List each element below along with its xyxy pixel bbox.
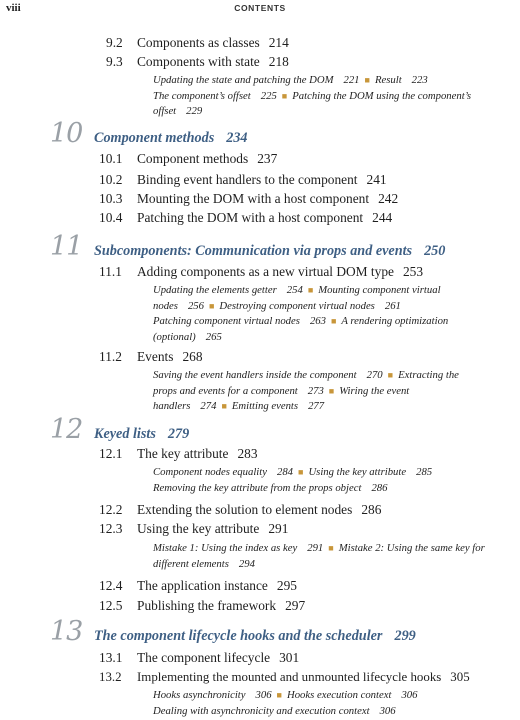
page-ref: 234	[226, 130, 248, 146]
subsection-title: Patching component virtual nodes	[153, 315, 300, 327]
separator-bullet: ■	[307, 285, 314, 295]
page-ref: 261	[384, 299, 401, 312]
toc-entry-13-1[interactable]	[99, 650, 299, 666]
page-ref: 301	[279, 650, 300, 665]
chapter-title: The component lifecycle hooks and the scheduler	[94, 628, 383, 644]
chapter-title: Subcomponents: Communication via props and events	[94, 243, 413, 259]
toc-entry-11-1[interactable]	[99, 264, 423, 280]
page-ref: 268	[182, 349, 203, 364]
page-ref: 274	[200, 400, 217, 412]
page-number: viii	[6, 2, 21, 14]
subsection-entry[interactable]	[153, 90, 277, 102]
chapter-number: 13	[50, 616, 83, 647]
chapter-title: Keyed lists	[94, 426, 156, 442]
page-ref: 279	[167, 426, 190, 442]
separator-bullet: ■	[208, 300, 215, 311]
subsections-11-2	[153, 368, 483, 415]
chapter-number: 10	[50, 118, 83, 149]
toc-entry-11-2[interactable]	[99, 349, 203, 365]
toc-entry-12-2[interactable]	[99, 502, 381, 518]
toc-entry-12-3[interactable]	[99, 521, 288, 537]
section-title: The application instance	[137, 578, 268, 593]
section-title: Adding components as a new virtual DOM type	[137, 264, 394, 279]
section-title: Using the key attribute	[137, 521, 260, 536]
page-ref: 273	[307, 384, 324, 397]
subsection-title: Component nodes equality	[153, 466, 267, 478]
separator-bullet: ■	[298, 467, 304, 477]
section-title: Binding event handlers to the component	[137, 172, 358, 187]
subsection-title: Dealing with asynchronicity and execution context	[153, 704, 370, 717]
subsection-entry[interactable]	[232, 400, 324, 412]
page-ref: 306	[401, 689, 418, 701]
section-number: 10.3	[99, 191, 123, 206]
subsection-title: Hooks asynchronicity	[153, 689, 246, 701]
page-ref: 291	[307, 542, 324, 554]
toc-entry-12-5[interactable]	[99, 598, 305, 614]
subsection-entry[interactable]	[375, 74, 428, 86]
subsection-entry[interactable]	[153, 466, 293, 478]
separator-bullet: ■	[328, 543, 334, 553]
chapter-number: 12	[50, 414, 83, 445]
section-number: 10.1	[99, 151, 123, 166]
subsections-13-2	[153, 688, 493, 719]
page-ref: 297	[285, 598, 306, 613]
subsection-entry[interactable]	[219, 300, 400, 312]
toc-entry-12-4[interactable]	[99, 578, 297, 594]
subsection-entry[interactable]	[153, 74, 360, 86]
page-ref: 295	[276, 578, 297, 593]
section-title: Components with state	[137, 54, 260, 69]
page-ref: 306	[379, 704, 396, 717]
subsections-11-1	[153, 283, 453, 345]
page-ref: 250	[424, 243, 446, 259]
section-title: Patching the DOM with a host component	[137, 210, 364, 225]
section-title: Extending the solution to element nodes	[137, 502, 353, 517]
separator-bullet: ■	[330, 316, 337, 326]
page-ref: 214	[268, 35, 289, 50]
section-number: 12.4	[99, 578, 123, 593]
section-title: Component methods	[137, 151, 249, 166]
subsection-entry[interactable]	[153, 369, 383, 381]
chapter-title: Component methods	[94, 130, 215, 146]
subsections-12-1	[153, 465, 493, 496]
subsection-title: Destroying component virtual nodes	[219, 299, 375, 312]
page-ref: 253	[402, 264, 424, 279]
section-title: Mounting the DOM with a host component	[137, 191, 370, 206]
page-ref: 221	[343, 74, 360, 86]
section-title: The component lifecycle	[137, 650, 271, 665]
section-number: 9.3	[106, 54, 123, 69]
page-ref: 277	[308, 400, 325, 412]
page-ref: 263	[309, 315, 326, 327]
separator-bullet: ■	[364, 75, 370, 85]
page-ref: 241	[366, 172, 387, 187]
subsection-title: The component’s offset	[153, 89, 251, 102]
subsection-title: Mistake 2: Using the same key for different elements	[153, 542, 485, 570]
toc-entry-12-1[interactable]	[99, 446, 258, 462]
section-number: 12.2	[99, 502, 123, 517]
subsection-title: Updating the state and patching the DOM	[153, 74, 334, 86]
section-number: 13.1	[99, 650, 123, 665]
toc-entry-10-3[interactable]	[99, 191, 398, 207]
page-ref: 299	[394, 628, 416, 644]
page-ref: 237	[257, 151, 278, 166]
subsection-entry[interactable]	[287, 689, 418, 701]
page-ref: 254	[286, 284, 303, 296]
page-ref: 229	[186, 105, 203, 117]
subsection-entry[interactable]	[153, 542, 323, 554]
separator-bullet: ■	[387, 370, 394, 380]
separator-bullet: ■	[221, 401, 227, 411]
section-number: 9.2	[106, 35, 123, 50]
subsection-title: A rendering optimization (optional)	[153, 315, 449, 343]
subsection-entry[interactable]	[153, 705, 396, 717]
section-number: 11.2	[99, 349, 122, 364]
subsection-title: Mistake 1: Using the index as key	[153, 542, 298, 554]
toc-entry-10-1[interactable]	[99, 151, 277, 167]
page-ref: 225	[260, 89, 277, 102]
subsection-title: Updating the elements getter	[153, 284, 277, 296]
page-ref: 244	[372, 210, 393, 225]
section-number: 10.2	[99, 172, 123, 187]
page-ref: 306	[255, 689, 272, 701]
subsections-12-3	[153, 541, 493, 572]
separator-bullet: ■	[328, 385, 335, 396]
section-number: 12.5	[99, 598, 123, 613]
subsection-title: Using the key attribute	[308, 466, 407, 478]
subsection-title: Hooks execution context	[286, 689, 392, 701]
subsection-title: Removing the key attribute from the props object	[153, 481, 362, 494]
subsection-title: Mounting component virtual nodes	[153, 284, 441, 312]
section-title: The key attribute	[137, 446, 229, 461]
section-title: Components as classes	[137, 35, 260, 50]
page-ref: 286	[371, 481, 388, 494]
subsection-entry[interactable]	[153, 284, 303, 296]
section-title: Implementing the mounted and unmounted lifecycle hooks	[137, 670, 442, 684]
toc-entry-10-2[interactable]	[99, 172, 387, 188]
subsection-title: Wiring the event handlers	[153, 384, 410, 412]
toc-entry-10-4[interactable]	[99, 210, 392, 226]
page-ref: 305	[450, 670, 470, 684]
page-ref: 291	[268, 521, 289, 536]
running-title: CONTENTS	[234, 3, 286, 13]
page-ref: 218	[268, 54, 289, 69]
page-ref: 283	[237, 446, 258, 461]
toc-entry-9-3[interactable]	[106, 54, 289, 70]
section-number: 11.1	[99, 264, 122, 279]
subsection-title: Emitting events	[231, 400, 299, 412]
page-ref: 284	[276, 466, 294, 478]
subsection-entry[interactable]	[153, 315, 326, 327]
section-number: 12.1	[99, 446, 123, 461]
toc-entry-9-2[interactable]	[106, 35, 289, 51]
page-ref: 242	[378, 191, 399, 206]
separator-bullet: ■	[281, 90, 288, 101]
subsection-title: Saving the event handlers inside the component	[153, 369, 357, 381]
subsection-entry[interactable]	[153, 482, 387, 494]
page-ref: 286	[361, 502, 382, 517]
page-ref: 294	[238, 557, 255, 570]
section-title: Events	[137, 349, 174, 364]
separator-bullet: ■	[276, 690, 282, 700]
page-ref: 265	[205, 330, 222, 343]
subsection-title: Result	[374, 74, 402, 86]
page-ref: 256	[187, 299, 204, 312]
page-ref: 223	[411, 74, 428, 86]
toc-entry-13-2[interactable]	[99, 670, 470, 685]
chapter-number: 11	[50, 231, 83, 262]
subsection-title: Patching the DOM using the component’s offset	[153, 89, 472, 117]
page-ref: 285	[416, 466, 433, 478]
subsection-entry[interactable]	[308, 466, 432, 478]
subsection-title: Extracting the props and events for a component	[153, 369, 459, 397]
subsection-entry[interactable]	[153, 689, 272, 701]
section-title: Publishing the framework	[137, 598, 277, 613]
section-number: 13.2	[99, 670, 122, 684]
page-ref: 270	[366, 369, 383, 381]
subsections-9-3	[153, 73, 483, 120]
section-number: 12.3	[99, 521, 123, 536]
section-number: 10.4	[99, 210, 123, 225]
